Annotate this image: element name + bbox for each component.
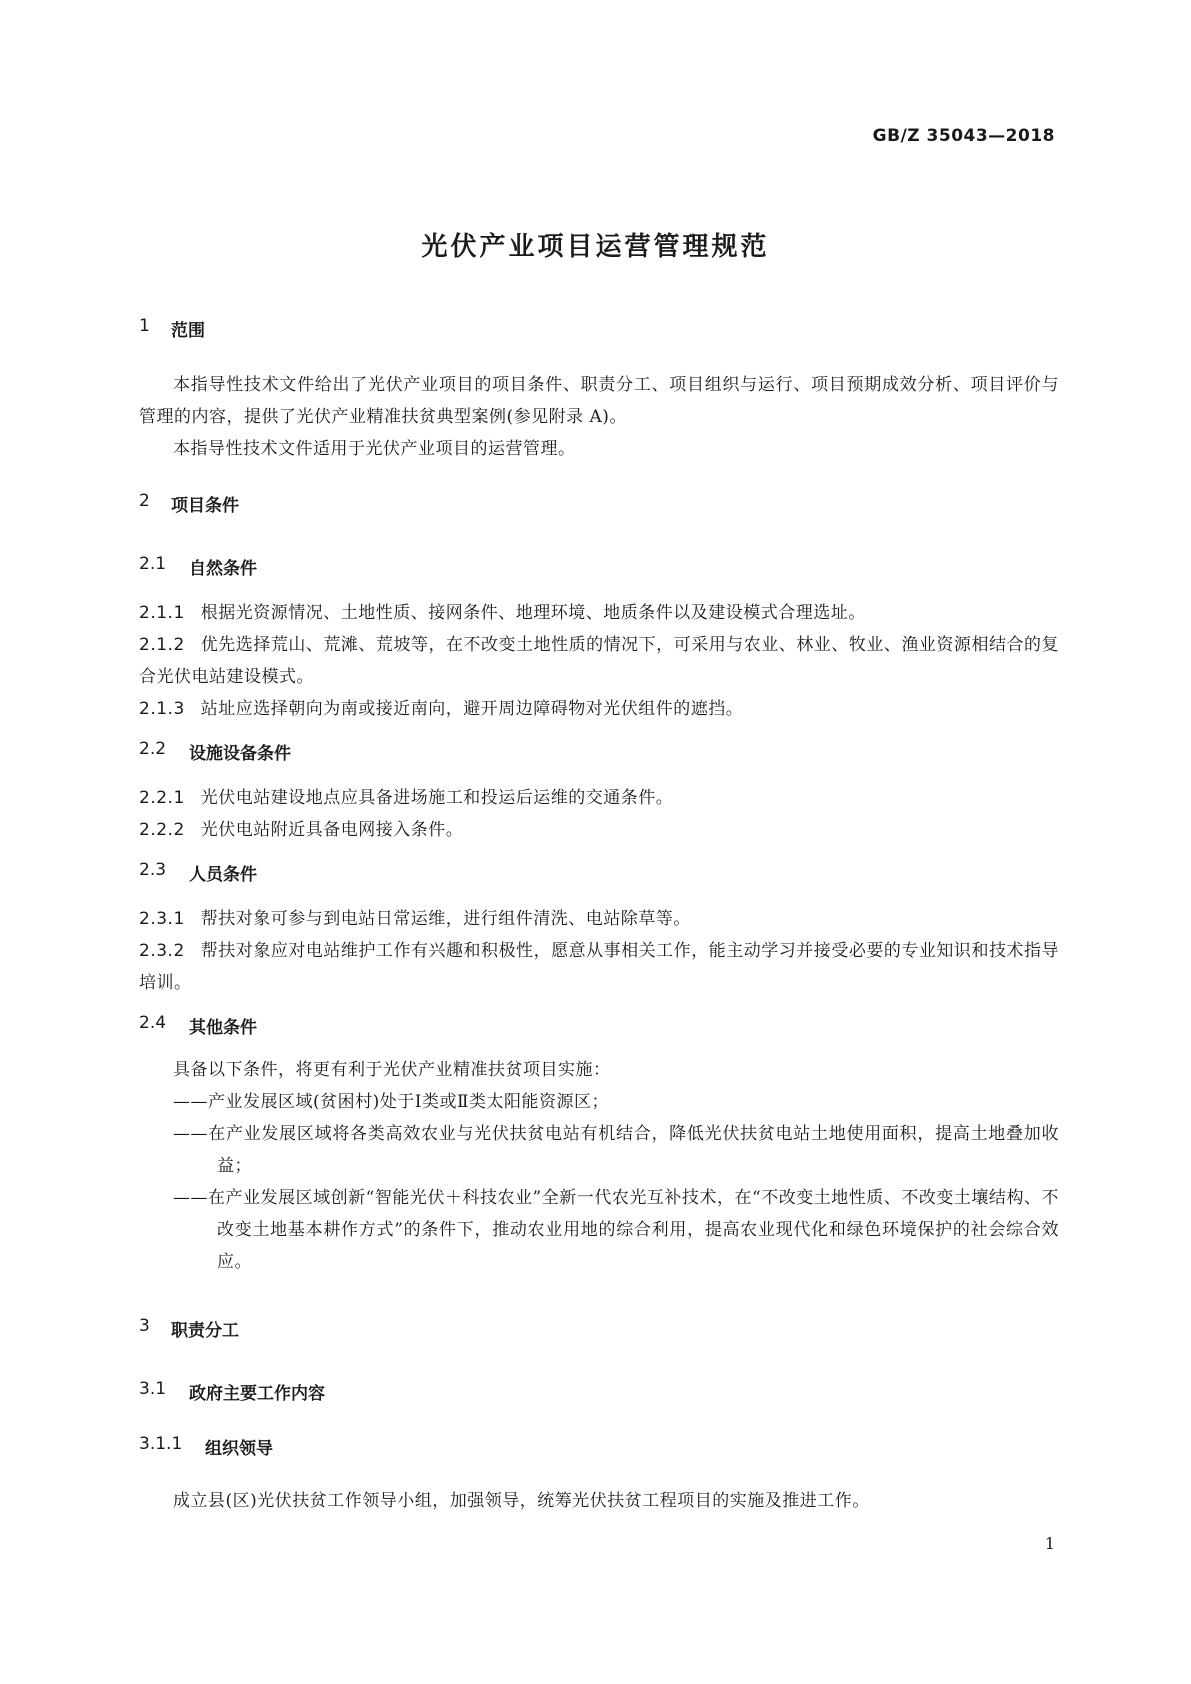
paragraph: 本指导性技术文件给出了光伏产业项目的项目条件、职责分工、项目组织与运行、项目预期成效分析、项目评价与管理的内容，提供了光伏产业精准扶贫典型案例(参见附录 A)。	[139, 375, 1059, 427]
clause: 2.1.1 根据光资源情况、土地性质、接网条件、地理环境、地质条件以及建设模式合理选址。	[139, 603, 866, 623]
paragraph: 成立县(区)光伏扶贫工作领导小组，加强领导，统筹光伏扶贫工程项目的实施及推进工作。	[173, 1491, 870, 1511]
clause: 2.1.2 优先选择荒山、荒滩、荒坡等，在不改变土地性质的情况下，可采用与农业、林业、牧业、渔业资源相结合的复合光伏电站建设模式。	[139, 635, 1059, 687]
section-heading: 3 职责分工	[139, 1316, 239, 1341]
subsection-heading: 2.2 设施设备条件	[139, 739, 291, 764]
standard-code: GB/Z 35043—2018	[872, 126, 1055, 146]
paragraph: 本指导性技术文件适用于光伏产业项目的运营管理。	[173, 439, 576, 459]
document-body	[139, 316, 1059, 1517]
document-title: 光伏产业项目运营管理规范	[421, 232, 770, 262]
paragraph: 具备以下条件，将更有利于光伏产业精准扶贫项目实施：	[173, 1060, 611, 1080]
subsection-heading: 2.3 人员条件	[139, 860, 257, 885]
clause: 2.2.2 光伏电站附近具备电网接入条件。	[139, 820, 464, 840]
clause: 2.3.2 帮扶对象应对电站维护工作有兴趣和积极性，愿意从事相关工作，能主动学习并接受必要的专业知识和技术指导培训。	[139, 941, 1059, 993]
subsubsection-heading: 3.1.1 组织领导	[139, 1434, 273, 1459]
subsection-heading: 2.4 其他条件	[139, 1013, 257, 1038]
dash-list-item: ——产业发展区域(贫困村)处于Ⅰ类或Ⅱ类太阳能资源区；	[173, 1092, 610, 1112]
clause: 2.1.3 站址应选择朝向为南或接近南向，避开周边障碍物对光伏组件的遮挡。	[139, 699, 744, 719]
page-number: 1	[1044, 1534, 1055, 1553]
section-heading: 1 范围	[139, 316, 205, 341]
section-heading: 2 项目条件	[139, 491, 239, 516]
subsection-heading: 2.1 自然条件	[139, 554, 257, 579]
dash-list-item: ——在产业发展区域将各类高效农业与光伏扶贫电站有机结合，降低光伏扶贫电站土地使用面积，提高土地叠加收益；	[173, 1124, 1059, 1176]
subsection-heading: 3.1 政府主要工作内容	[139, 1379, 325, 1404]
dash-list-item: ——在产业发展区域创新“智能光伏＋科技农业”全新一代农光互补技术，在“不改变土地性质、不改变土壤结构、不改变土地基本耕作方式”的条件下，推动农业用地的综合利用，提高农业现代化和绿色环境保护的社会综合效应。	[173, 1188, 1059, 1272]
clause: 2.3.1 帮扶对象可参与到电站日常运维，进行组件清洗、电站除草等。	[139, 909, 691, 929]
clause: 2.2.1 光伏电站建设地点应具备进场施工和投运后运维的交通条件。	[139, 788, 674, 808]
